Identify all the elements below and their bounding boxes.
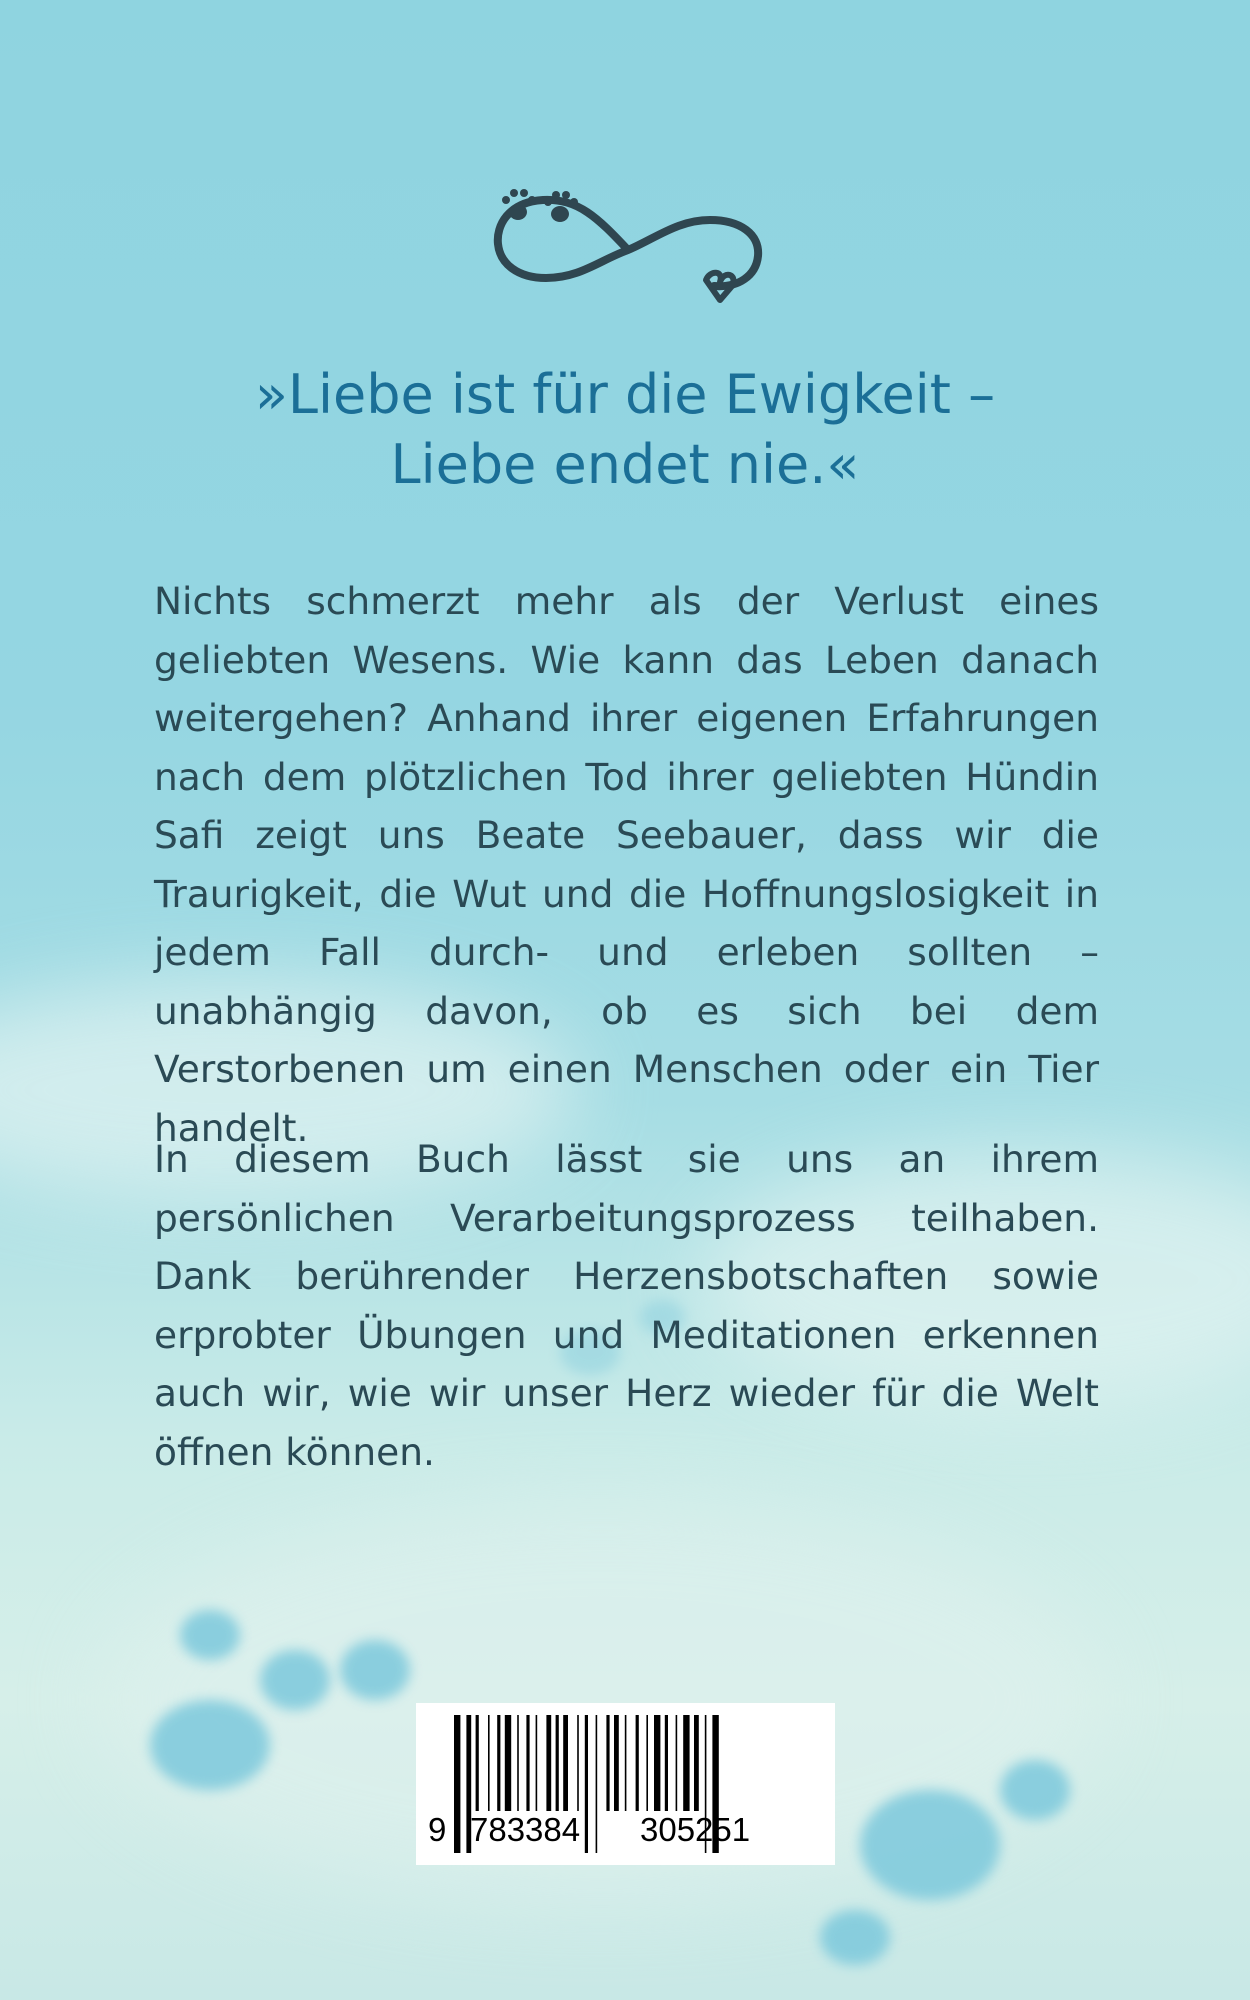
barcode-bar <box>505 1715 511 1811</box>
isbn-barcode <box>416 1703 835 1865</box>
paw-print <box>820 1910 890 1965</box>
barcode-bar <box>683 1715 689 1811</box>
barcode-bar <box>526 1715 529 1811</box>
cover-quote <box>150 360 1100 500</box>
quote-line-1: »Liebe ist für die Ewigkeit – <box>254 363 996 426</box>
barcode-bar <box>556 1715 559 1811</box>
paw-print <box>340 1640 410 1700</box>
barcode-bar <box>636 1715 639 1811</box>
barcode-bar <box>476 1715 479 1811</box>
barcode-bar <box>546 1715 551 1811</box>
barcode-bar <box>536 1715 538 1811</box>
barcode-bar <box>606 1715 609 1811</box>
barcode-left-group: 783384 <box>470 1811 581 1848</box>
barcode-bar <box>614 1715 619 1811</box>
blurb-paragraph-2: In diesem Buch lässt sie uns an ihrem persönlichen Verarbeitungsprozess teilhaben. Dank berührender Herzensbotschaften sowie erprobter Übungen und Meditationen erkennen auch wir, wie wir unser Herz wieder für die Welt öffnen können. <box>154 1137 1099 1474</box>
barcode-bar <box>497 1715 500 1811</box>
paw-print <box>260 1650 330 1710</box>
barcode-bar <box>676 1715 678 1811</box>
barcode-bar <box>646 1715 648 1811</box>
barcode-bar <box>563 1715 568 1811</box>
barcode-prefix-digit: 9 <box>428 1811 447 1848</box>
paw-print <box>180 1610 240 1660</box>
barcode-bar <box>665 1715 668 1811</box>
barcode-bar <box>488 1715 490 1811</box>
barcode-bar <box>517 1715 519 1811</box>
paw-print <box>860 1790 1000 1900</box>
barcode-bar <box>654 1715 660 1811</box>
blurb-paragraph-1: Nichts schmerzt mehr als der Verlust eines geliebten Wesens. Wie kann das Leben danach weitergehen? Anhand ihrer eigenen Erfahrungen nach dem plötzlichen Tod ihrer geliebten Hündin Safi zeigt uns Beate Seebauer, dass wir die Traurigkeit, die Wut und die Hoffnungslosigkeit in jedem Fall durch- und erleben sollten – unabhängig davon, ob es sich bei dem Verstorbenen um einen Menschen oder ein Tier handelt. <box>154 579 1099 1150</box>
barcode-right-group: 305251 <box>640 1811 751 1848</box>
infinity-paw-heart-icon <box>488 178 768 306</box>
barcode-bar <box>577 1715 579 1811</box>
barcode-digits <box>428 1811 828 1851</box>
barcode-bar <box>625 1715 627 1811</box>
quote-line-2: Liebe endet nie.« <box>390 433 860 496</box>
paw-print <box>150 1700 270 1790</box>
barcode-bar <box>694 1715 699 1811</box>
paw-print <box>1000 1760 1070 1820</box>
